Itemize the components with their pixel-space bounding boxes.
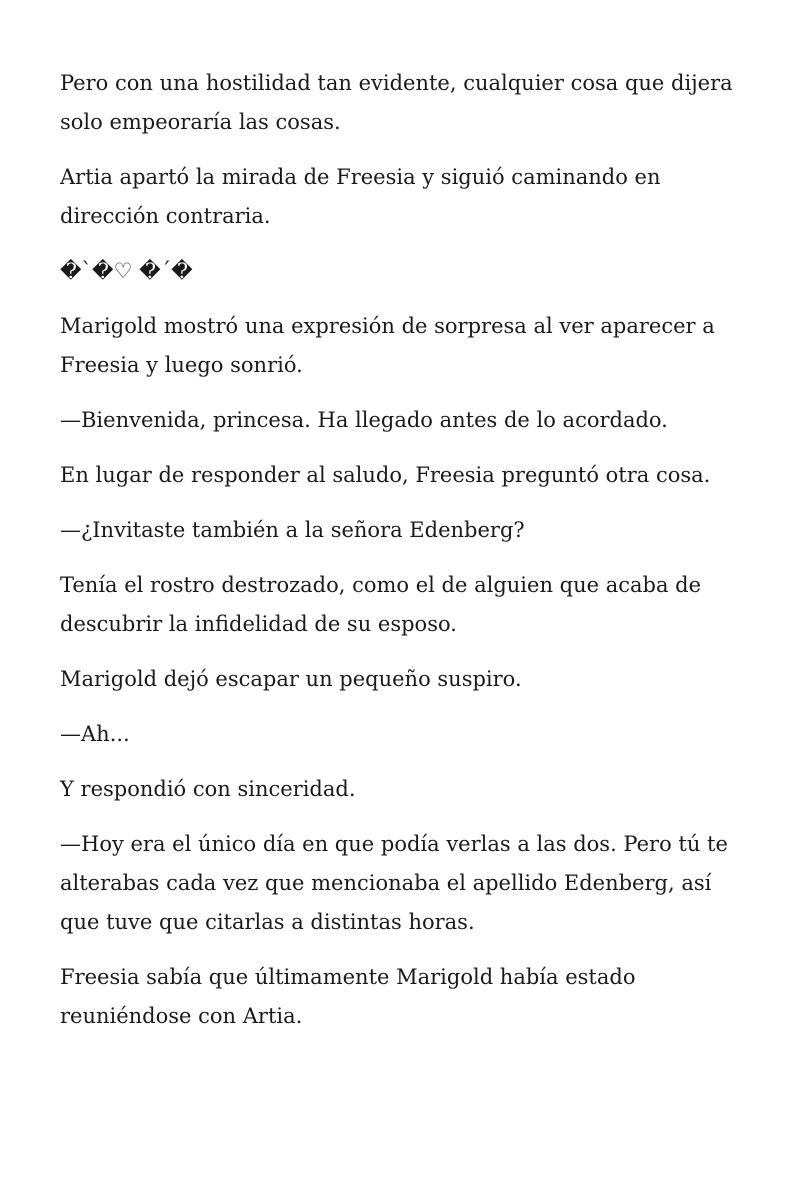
paragraph: En lugar de responder al saludo, Freesia preguntó otra cosa. — [60, 463, 711, 487]
reader-content — [60, 64, 750, 1052]
paragraph: —Ah... — [60, 722, 130, 746]
scene-divider: �`�♡ �´� — [60, 259, 193, 283]
paragraph: Pero con una hostilidad tan evidente, cualquier cosa que dijera solo empeoraría las cosas. — [60, 71, 733, 134]
paragraph: —Bienvenida, princesa. Ha llegado antes de lo acordado. — [60, 408, 668, 432]
paragraph: —Hoy era el único día en que podía verlas a las dos. Pero tú te alterabas cada vez que mencionaba el apellido Edenberg, así que tuve que citarlas a distintas horas. — [60, 832, 728, 934]
paragraph: Tenía el rostro destrozado, como el de alguien que acaba de descubrir la infidelidad de su esposo. — [60, 573, 702, 636]
paragraph: Marigold mostró una expresión de sorpresa al ver aparecer a Freesia y luego sonrió. — [60, 314, 715, 377]
paragraph: Artia apartó la mirada de Freesia y siguió caminando en dirección contraria. — [60, 165, 661, 228]
paragraph: Y respondió con sinceridad. — [60, 777, 356, 801]
paragraph: Freesia sabía que últimamente Marigold había estado reuniéndose con Artia. — [60, 965, 636, 1028]
paragraph: —¿Invitaste también a la señora Edenberg? — [60, 518, 525, 542]
paragraph: Marigold dejó escapar un pequeño suspiro. — [60, 667, 522, 691]
